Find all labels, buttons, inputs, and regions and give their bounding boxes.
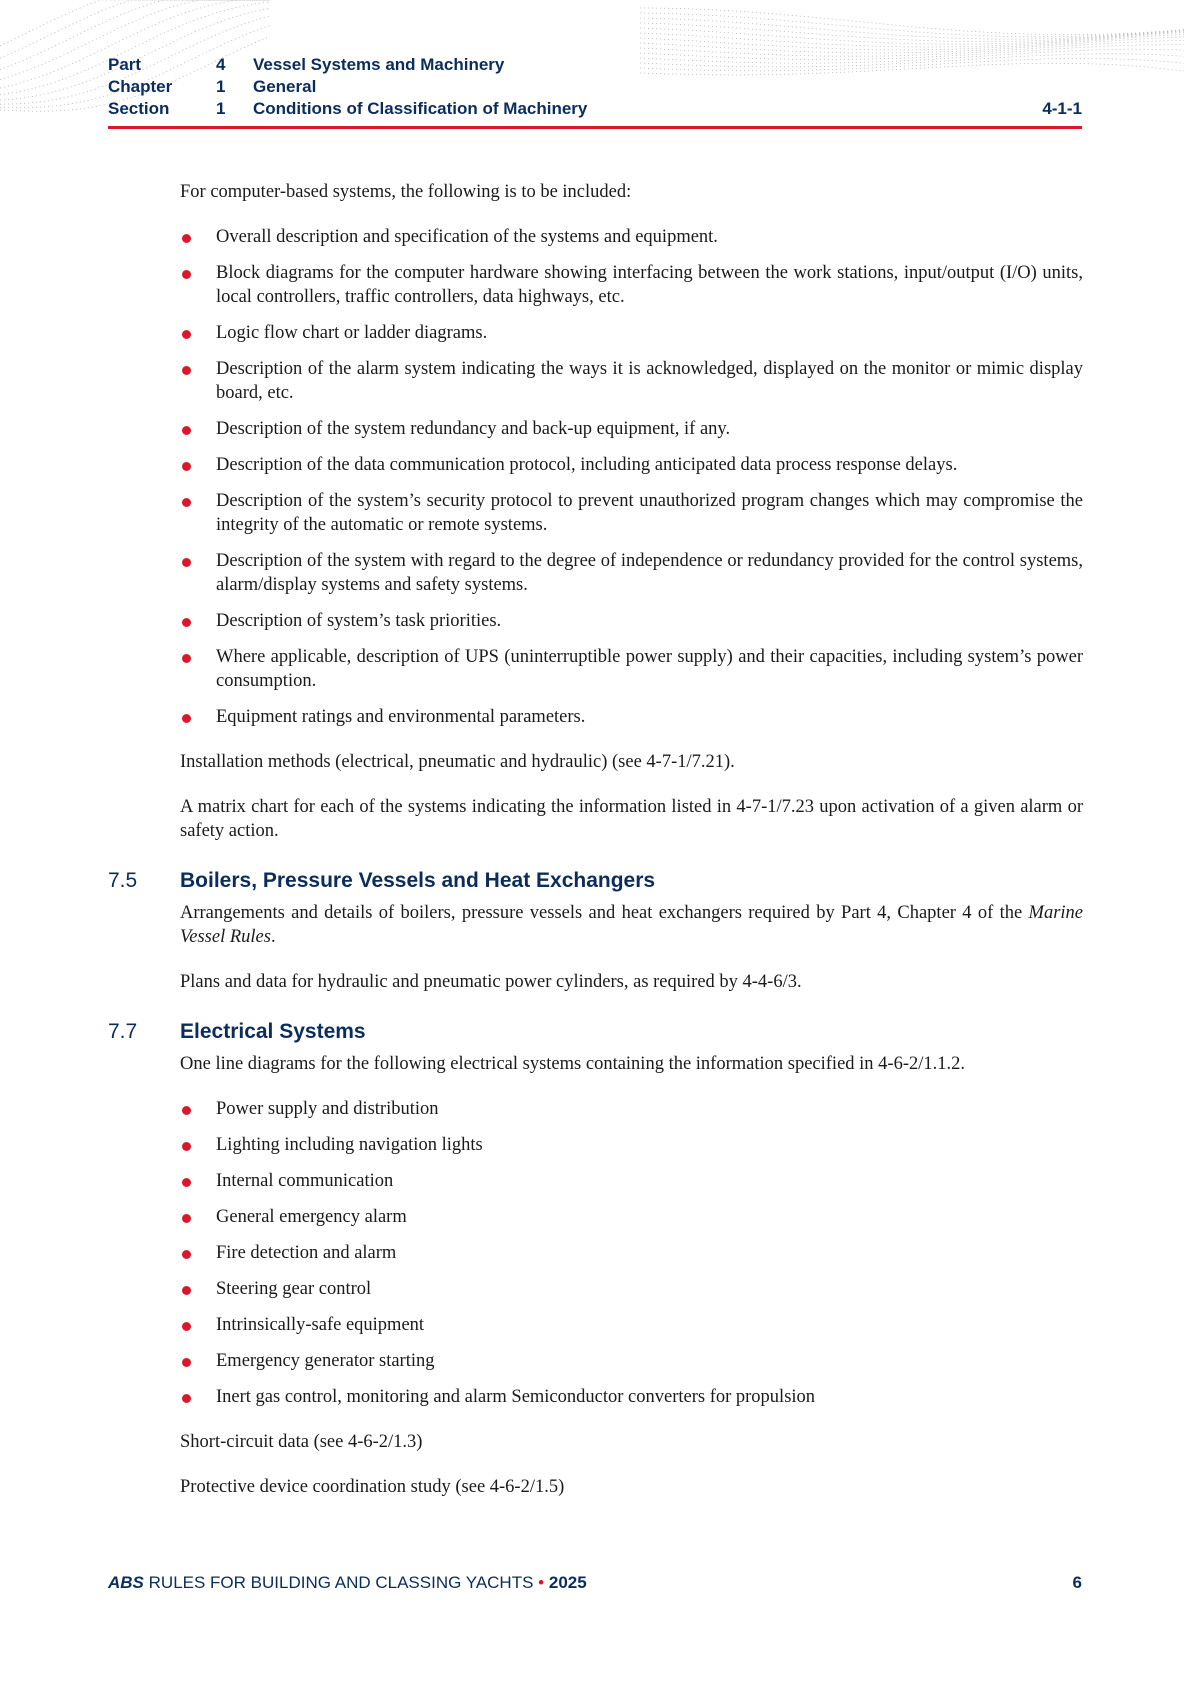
page-footer	[108, 1573, 1082, 1593]
section-number: 7.7	[108, 1020, 138, 1043]
header-section-label: Section	[108, 99, 170, 118]
list-item-text: Description of the system with regard to the degree of independence or redundancy provided for the control systems, alarm/display systems and safety systems.	[216, 551, 1083, 595]
boilers-text: Arrangements and details of boilers, pressure vessels and heat exchangers required by Part 4, Chapter 4 of the	[180, 903, 1029, 923]
intro-paragraph: For computer-based systems, the following is to be included:	[180, 182, 632, 202]
header-chapter-title: General	[253, 77, 317, 96]
bullet-icon	[182, 426, 191, 435]
list-item	[180, 1205, 1083, 1229]
one-line-diagrams-paragraph: One line diagrams for the following electrical systems containing the information specified in 4-6-2/1.1.2.	[180, 1054, 966, 1074]
list-item-text: Description of the alarm system indicating the ways it is acknowledged, displayed on the monitor or mimic display board, etc.	[216, 359, 1083, 403]
list-item-text: Inert gas control, monitoring and alarm Semiconductor converters for propulsion	[216, 1387, 816, 1407]
bullet-icon	[182, 1250, 191, 1259]
computer-systems-list	[180, 225, 1083, 729]
header-part-title: Vessel Systems and Machinery	[253, 55, 505, 74]
bullet-icon	[182, 1358, 191, 1367]
list-item	[180, 453, 1083, 477]
bullet-icon	[182, 558, 191, 567]
page-number: 6	[1072, 1573, 1082, 1592]
section-7-7-heading	[108, 1018, 1083, 1046]
list-item	[180, 1097, 1083, 1121]
bullet-icon	[182, 1286, 191, 1295]
header-chapter-label: Chapter	[108, 77, 173, 96]
bullet-icon	[182, 366, 191, 375]
list-item	[180, 645, 1083, 693]
list-item-text: Description of the system’s security protocol to prevent unauthorized program changes which may compromise the integrity of the automatic or remote systems.	[216, 491, 1083, 535]
page-body	[108, 180, 1083, 1520]
bullet-icon	[182, 1106, 191, 1115]
bullet-icon	[182, 1178, 191, 1187]
list-item-text: Internal communication	[216, 1171, 394, 1191]
boilers-text-end: .	[270, 927, 276, 947]
bullet-icon	[182, 1394, 191, 1403]
header-section-title: Conditions of Classification of Machinery	[253, 99, 588, 118]
section-number: 7.5	[108, 869, 138, 892]
header-section-code: 4-1-1	[1042, 99, 1082, 118]
header-rule	[108, 126, 1082, 129]
rules-reference-italic: Marine Vessel Rules	[180, 903, 1083, 947]
list-item	[180, 225, 1083, 249]
bullet-icon	[182, 1322, 191, 1331]
list-item-text: Where applicable, description of UPS (uninterruptible power supply) and their capacities, including system’s power consumption.	[216, 647, 1083, 691]
header-part-label: Part	[108, 55, 142, 74]
footer-document-title: RULES FOR BUILDING AND CLASSING YACHTS	[148, 1573, 534, 1592]
list-item	[180, 1385, 1083, 1409]
list-item	[180, 1169, 1083, 1193]
header-chapter-row	[108, 76, 1082, 98]
list-item-text: Fire detection and alarm	[216, 1243, 397, 1263]
list-item-text: Overall description and specification of the systems and equipment.	[216, 227, 718, 247]
list-item-text: Intrinsically-safe equipment	[216, 1315, 425, 1335]
bullet-icon	[182, 270, 191, 279]
header-part-row	[108, 54, 1082, 76]
bullet-icon	[182, 1214, 191, 1223]
list-item	[180, 1241, 1083, 1265]
list-item-text: Lighting including navigation lights	[216, 1135, 483, 1155]
bullet-icon	[182, 654, 191, 663]
list-item-text: Description of system’s task priorities.	[216, 611, 502, 631]
section-title: Electrical Systems	[180, 1020, 366, 1043]
short-circuit-paragraph: Short-circuit data (see 4-6-2/1.3)	[180, 1432, 423, 1452]
running-header	[108, 54, 1082, 120]
section-7-5-heading	[108, 867, 1083, 895]
footer-title	[108, 1573, 1073, 1593]
list-item-text: Power supply and distribution	[216, 1099, 439, 1119]
footer-year: 2025	[548, 1573, 587, 1592]
list-item	[180, 705, 1083, 729]
bullet-icon	[182, 462, 191, 471]
list-item	[180, 321, 1083, 345]
bullet-icon	[182, 618, 191, 627]
list-item-text: Equipment ratings and environmental parameters.	[216, 707, 586, 727]
boilers-paragraph	[180, 901, 1083, 949]
header-section-number: 1	[216, 99, 226, 118]
list-item	[180, 609, 1083, 633]
list-item-text: General emergency alarm	[216, 1207, 407, 1227]
list-item-text: Block diagrams for the computer hardware showing interfacing between the work stations, input/output (I/O) units, local controllers, traffic controllers, data highways, etc.	[216, 263, 1083, 307]
header-chapter-number: 1	[216, 77, 226, 96]
header-section-row	[108, 98, 1082, 120]
list-item-text: Description of the data communication protocol, including anticipated data process response delays.	[216, 455, 958, 475]
list-item	[180, 261, 1083, 309]
bullet-icon	[182, 234, 191, 243]
list-item-text: Emergency generator starting	[216, 1351, 435, 1371]
bullet-icon	[182, 498, 191, 507]
abs-logo-text: ABS	[108, 1573, 144, 1592]
list-item	[180, 489, 1083, 537]
section-title: Boilers, Pressure Vessels and Heat Exchangers	[180, 869, 656, 892]
header-part-number: 4	[216, 55, 226, 74]
list-item	[180, 1277, 1083, 1301]
list-item-text: Logic flow chart or ladder diagrams.	[216, 323, 488, 343]
list-item	[180, 357, 1083, 405]
footer-bullet: •	[538, 1573, 545, 1592]
list-item	[180, 417, 1083, 441]
bullet-icon	[182, 330, 191, 339]
list-item-text: Steering gear control	[216, 1279, 372, 1299]
list-item	[180, 1349, 1083, 1373]
bullet-icon	[182, 1142, 191, 1151]
list-item	[180, 549, 1083, 597]
protective-device-paragraph: Protective device coordination study (see 4-6-2/1.5)	[180, 1477, 565, 1497]
bullet-icon	[182, 714, 191, 723]
installation-paragraph: Installation methods (electrical, pneumatic and hydraulic) (see 4-7-1/7.21).	[180, 752, 735, 772]
cylinders-paragraph: Plans and data for hydraulic and pneumatic power cylinders, as required by 4-4-6/3.	[180, 972, 802, 992]
matrix-paragraph: A matrix chart for each of the systems indicating the information listed in 4-7-1/7.23 upon activation of a given alarm or safety action.	[180, 797, 1083, 841]
list-item	[180, 1313, 1083, 1337]
list-item	[180, 1133, 1083, 1157]
list-item-text: Description of the system redundancy and back-up equipment, if any.	[216, 419, 731, 439]
electrical-systems-list	[180, 1097, 1083, 1409]
